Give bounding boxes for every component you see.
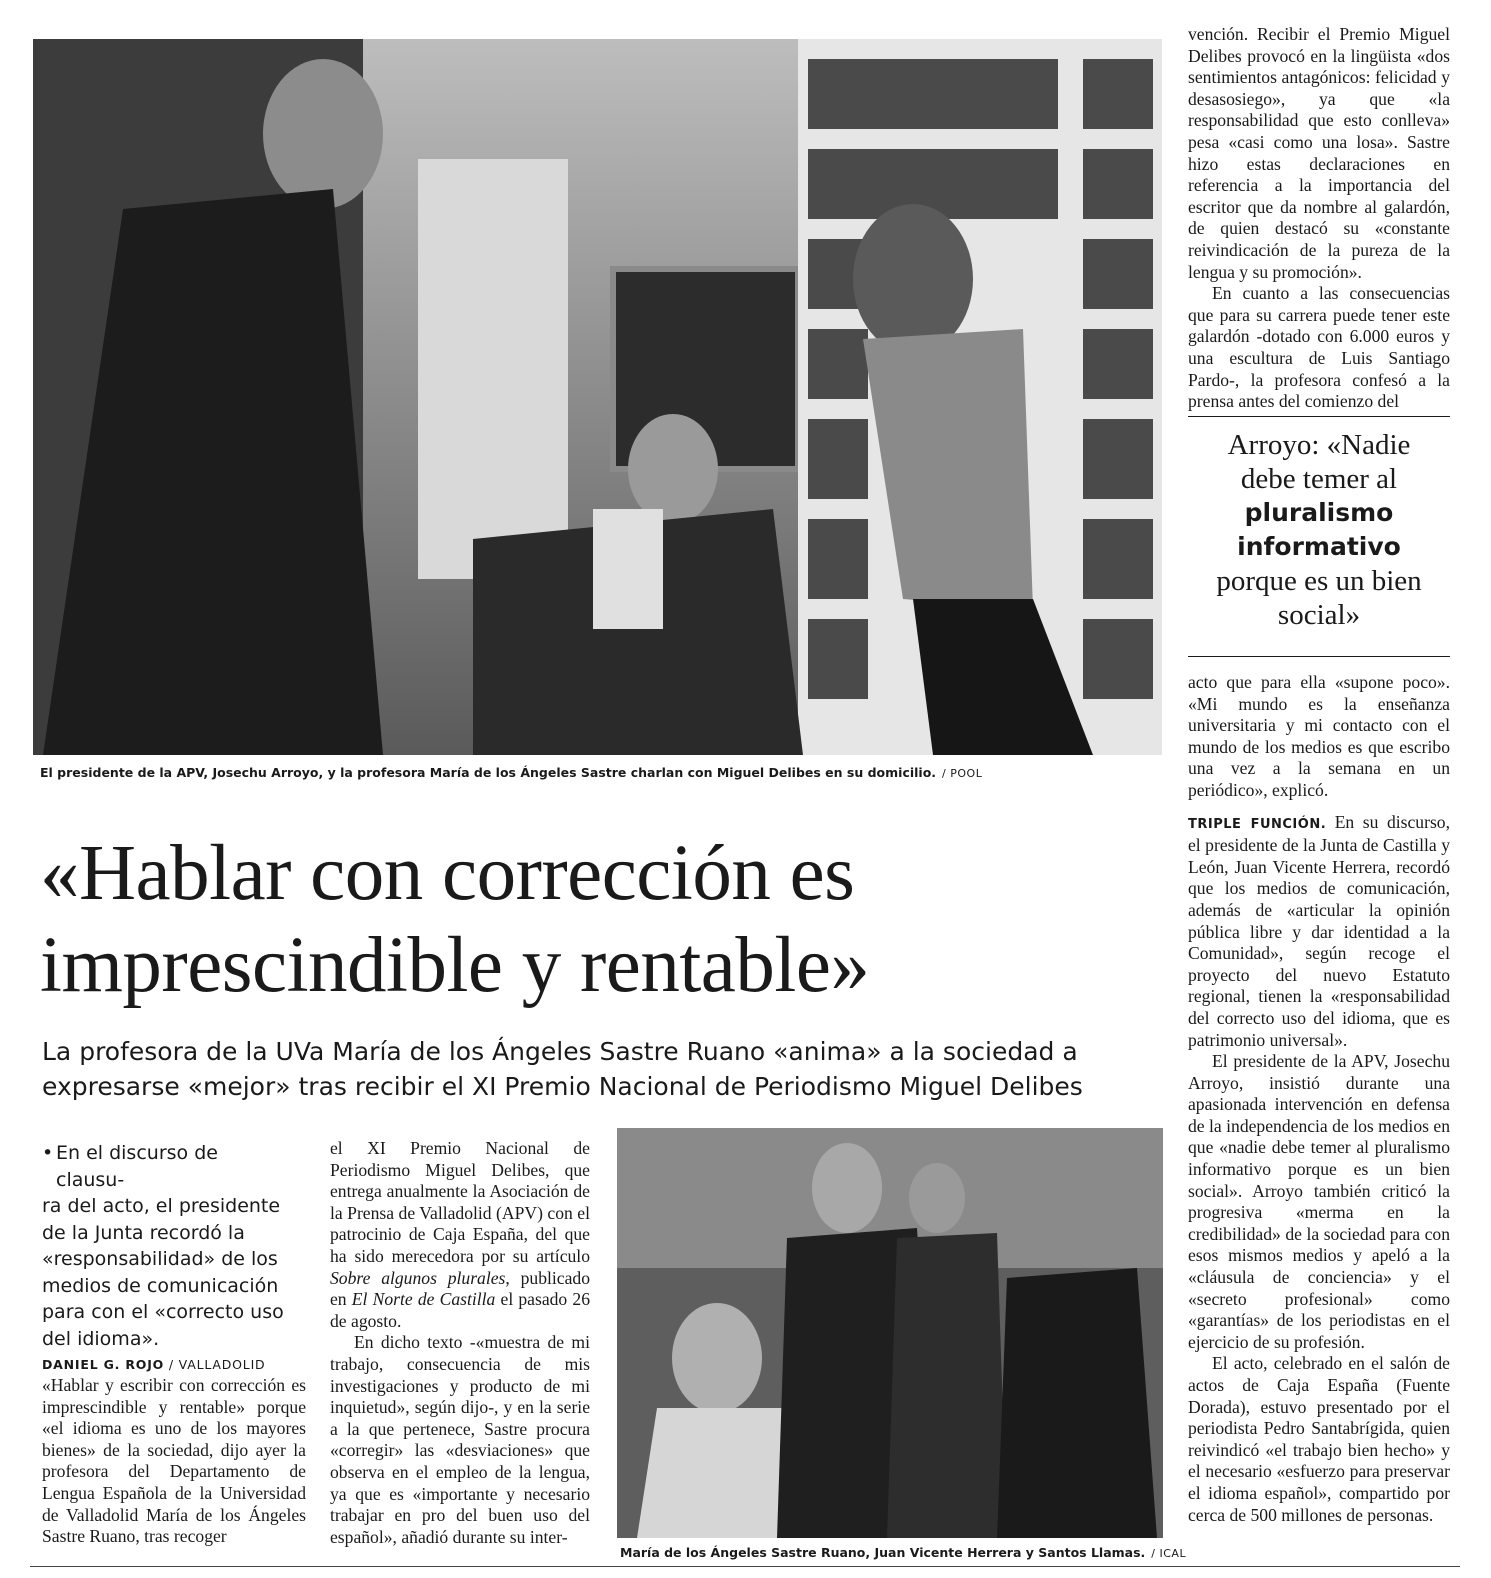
summary-line: del idioma». <box>42 1327 160 1350</box>
photo-illustration <box>33 39 1162 755</box>
summary-line: de la Junta recordó la <box>42 1221 245 1244</box>
top-photo-caption-text: El presidente de la APV, Josechu Arroyo, y la profesora María de los Ángeles Sastre charlan con Miguel Delibes en su domicilio. <box>40 765 937 780</box>
summary-line: para con el «correcto uso <box>42 1301 284 1323</box>
subheadline-line-1: La profesora de la UVa María de los Ángeles Sastre Ruano «anima» a la sociedad a <box>42 1037 1078 1066</box>
bottom-photo <box>617 1128 1163 1538</box>
column-2 <box>330 1138 590 1548</box>
text-run: el XI Premio Nacional de Periodismo Miguel Delibes, que entrega anualmente la Asociación de la Prensa de Valladolid (APV) con el patrocinio de Caja España, del que ha sido merecedora por su artículo <box>330 1138 590 1266</box>
summary <box>42 1140 292 1352</box>
pull-quote-bold-1: pluralismo <box>1244 498 1394 527</box>
byline-author: DANIEL G. ROJO <box>42 1357 165 1372</box>
right-column-paragraph-2: En cuanto a las consecuencias que para su carrera puede tener este galardón -dotado con 6.000 euros y una escultura de Luis Santiago Pardo-, la profesora confesó a la prensa antes del comienzo del <box>1188 283 1450 412</box>
pull-quote-top-rule <box>1188 416 1450 417</box>
pull-quote-bottom-rule <box>1188 656 1450 657</box>
right-column-bottom <box>1188 672 1450 1526</box>
headline-line-1: «Hablar con corrección es <box>40 830 855 917</box>
right-column-paragraph-1: vención. Recibir el Premio Miguel Delibes provocó en la lingüista «dos sentimientos antagónicos: felicidad y desasosiego», ya que «la responsabilidad que esto conlleva» pesa «casi como una losa». Sastre hizo estas declaraciones en referencia a la importancia del escritor que da nombre al galardón, de quien destacó su «constante reivindicación de la pureza de la lengua y su promoción». <box>1188 24 1450 282</box>
text-run: En su discurso, el presidente de la Junta de Castilla y León, Juan Vicente Herrera, recordó que los medios de comunicación, además de «articular la opinión pública libre y dar identidad a la Comunidad», según recoge el proyecto del nuevo Estatuto regional, tienen la «responsabilidad del correcto uso del idioma, que es patrimonio universal». <box>1188 811 1450 1050</box>
bottom-photo-caption-text: María de los Ángeles Sastre Ruano, Juan Vicente Herrera y Santos Llamas. <box>620 1545 1146 1560</box>
right-column-paragraph-6: El acto, celebrado en el salón de actos de Caja España (Fuente Dorada), estuvo presentado por el periodista Pedro Santabrígida, quien reivindicó «el trabajo bien hecho» y el necesario «esfuerzo para preservar el idioma español», compartido por cerca de 500 millones de personas. <box>1188 1353 1450 1525</box>
pull-quote-line-3: porque es un bien <box>1216 565 1422 597</box>
pull-quote-line-2: debe temer al <box>1240 463 1398 495</box>
column-1 <box>42 1375 306 1548</box>
byline <box>42 1357 265 1372</box>
text-run: el pasado 26 de agosto. <box>330 1289 590 1331</box>
byline-location: / VALLADOLID <box>168 1357 266 1372</box>
top-photo-caption <box>40 765 982 780</box>
summary-line: En el discurso de clausu- <box>56 1142 218 1191</box>
pull-quote <box>1188 428 1450 632</box>
column-2-paragraph-2: En dicho texto -«muestra de mi trabajo, consecuencia de mis investigaciones y producto de mi inquietud», según dijo-, y en la serie a la que pertenece, Sastre procura «corregir» las «desviaciones» que observa en el empleo de la lengua, ya que es «importante y necesario trabajar en pro del buen uso del español», añadió durante su inter- <box>330 1332 590 1547</box>
right-column-top <box>1188 24 1450 413</box>
section-label: TRIPLE FUNCIÓN. <box>1188 816 1327 832</box>
bottom-photo-caption <box>620 1545 1186 1560</box>
top-photo-credit: / POOL <box>942 767 983 780</box>
summary-line: ra del acto, el presidente <box>42 1195 281 1217</box>
subheadline-line-2: expresarse «mejor» tras recibir el XI Premio Nacional de Periodismo Miguel Delibes <box>42 1072 1083 1101</box>
subheadline <box>42 1034 1172 1104</box>
column-1-paragraph: «Hablar y escribir con corrección es imprescindible y rentable» porque «el idioma es uno de los mayores bienes» de la sociedad, dijo ayer la profesora del Departamento de Lengua Española de la Universidad de Valladolid María de los Ángeles Sastre Ruano, tras recoger <box>42 1375 306 1547</box>
headline <box>40 828 1170 1012</box>
right-column-paragraph-3: acto que para ella «supone poco». «Mi mundo es la enseñanza universitaria y mi contacto con el mundo de los medios es que escribo una vez a la semana en un periódico», explicó. <box>1188 672 1450 800</box>
summary-bullet-icon: • <box>42 1142 54 1164</box>
summary-line: medios de comunicación <box>42 1274 279 1297</box>
photo-illustration <box>617 1128 1163 1538</box>
right-column-paragraph-5: El presidente de la APV, Josechu Arroyo, insistió durante una apasionada intervención en defensa de la independencia de los medios en que «nadie debe temer al pluralismo informativo porque es un bien social». Arroyo también criticó la progresiva «merma en la credibilidad» de la sociedad para con esos mismos medios y apeló a la «cláusula de conciencia» y el «secreto profesional» como «garantías» de los periodistas en el ejercicio de su profesión. <box>1188 1051 1450 1352</box>
article-title: Sobre algunos plurales <box>330 1267 506 1288</box>
top-photo <box>33 39 1162 755</box>
pull-quote-bold-2: informativo <box>1237 532 1401 561</box>
bottom-rule <box>30 1566 1460 1567</box>
bottom-photo-credit: / ICAL <box>1151 1547 1187 1560</box>
newspaper-name: El Norte de Castilla <box>351 1289 496 1310</box>
summary-line: «responsabilidad» de los <box>42 1248 278 1270</box>
pull-quote-line-4: social» <box>1277 599 1361 631</box>
right-column-paragraph-4 <box>1188 812 1450 1052</box>
headline-line-2: imprescindible y rentable» <box>40 922 870 1009</box>
text-run: , publicado en <box>330 1267 590 1310</box>
pull-quote-line-1: Arroyo: «Nadie <box>1227 429 1411 461</box>
column-2-paragraph-1 <box>330 1138 590 1332</box>
